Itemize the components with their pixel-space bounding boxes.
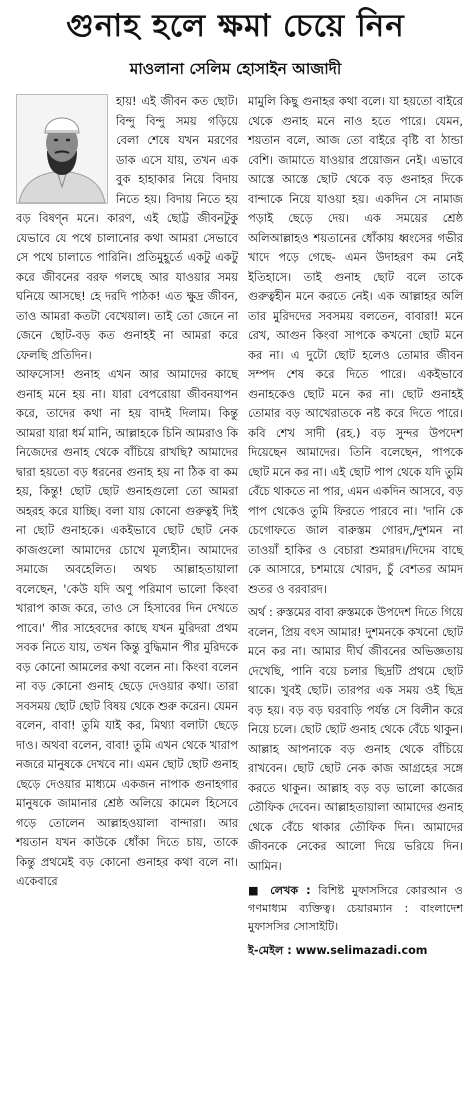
author-name: মাওলানা সেলিম হোসাইন আজাদী bbox=[129, 60, 342, 78]
byline-bullet-icon: ■ bbox=[248, 884, 263, 897]
author-email bbox=[248, 942, 463, 960]
article-headline: গুনাহ হলে ক্ষমা চেয়ে নিন bbox=[66, 8, 405, 44]
article-paragraph: মামুলি কিছু গুনাহর কথা বলে। যা হয়তো বাইরে থেকে গুনাহ মনে নাও হতে পারে। যেমন, শয়তান বলে, আজ তো বাইরে বৃষ্টি বা ঠান্ডা বেশি। জামাতে যাওয়ার প্রয়োজন নেই। এভাবে আস্তে আস্তে ছোট থেকে বড় গুনাহর দিকে বান্দাকে নিয়ে যাওয়া হয়। একদিন সে নামাজ পড়াই ছেড়ে দেয়। এক সময়ের শ্রেষ্ঠ অলিআল্লাহও শয়তানের ধোঁকায় ধ্বংসের গভীর খাদে পড়ে গেছে- এমন উদাহরণ কম নেই ইতিহাসে। তাই গুনাহ ছোট বলে তাকে গুরুত্বহীন মনে করতে নেই। এক আল্লাহর অলি তার মুরিদদের সবসময় বলতেন, বাবারা! মনে রেখ, আগুন কিংবা সাপকে কখনো ছোট মনে কর না। এ দুটো ছোট হলেও তোমার জীবন সম্পদ শেষ করে দিতে পারে। একইভাবে গুনাহকেও ছোট মনে কর না। ছোট গুনাহই তোমার বড় আখেরাতকে নষ্ট করে দিতে পারে। কবি শেখ সাদী (রহ.) বড় সুন্দর উপদেশ দিয়েছেন আমাদের। তিনি বলেছেন, পাপকে ছোট মনে কর না। এই ছোট পাপ থেকে যদি তুমি বেঁচে থাকতে না পার, এমন একদিন আসবে, বড় পাপ থেকেও তুমি ফিরতে পারবে না। 'দানি কে চেগোফতে জাল বারুস্তম গোরদ,/দুশমন না তাওয়াঁ হাকির ও বেচারা শুমারদ।/দিদেম বাছে কে আসারে, চশমায়ে খোরদ, চুঁ বেশতর আমদ শুতর ও বরবারদ। bbox=[248, 94, 463, 596]
article-paragraph: আফসোস! গুনাহ এখন আর আমাদের কাছে গুনাহ মনে হয় না। যারা বেপরোয়া জীবনযাপন করে, তাদের কথা না হয় বাদই দিলাম। কিন্তু আমরা যারা ধর্ম মানি, আল্লাহকে চিনি আমরাও কি নিজেদের গুনাহ থেকে বাঁচিয়ে রাখছি? আমাদের দ্বারা হয়তো বড় ধরনের গুনাহ হয় না ঠিক বা কম হয়, কিন্তু! ছোট ছোট গুনাহগুলো তো আমরা অহরহ করে যাচ্ছি। বলা যায় কোনো গুরুত্বই দিই না ছোট গুনাহকে। একইভাবে ছোট ছোট নেক কাজগুলো আমাদের চোখে মূল্যহীন। আমাদের সমাজে অবহেলিত। অথচ আল্লাহতায়ালা বলেছেন, 'কেউ যদি অণু পরিমাণ ভালো কিংবা খারাপ কাজ করে, তাও সে হিসাবের দিন দেখতে পাবে।' পীর সাহেবদের কাছে যখন মুরিদরা প্রথম সবক নিতে যায়, তখন কিন্তু বুদ্ধিমান পীর মুরিদকে বড় কোনো আমলের কথা বলেন না। কিংবা বলেন না বড় কোনো গুনাহ ছেড়ে দেওয়ার কথা। তারা সবসময় ছোট ছোট বিষয় থেকে শুরু করেন। যেমন বলেন, বাবা! তুমি যাই কর, মিথ্যা বলাটা ছেড়ে দাও। অথবা বলেন, বাবা! তুমি এখন থেকে খারাপ নজরে মানুষকে দেখবে না। এমন ছোট ছোট গুনাহ ছেড়ে দেওয়ার মাধ্যমে একজন নাপাক গুনাহগার মানুষকে জামানার শ্রেষ্ঠ অলিয়ে কামেল হিসেবে গড়ে তোলেন আল্লাহওয়ালা বান্দারা। আর শয়তান যখন কাউকে ধোঁকা দিতে চায়, তাকে কিন্তু প্রথমেই বড় কোনো গুনাহর কথা বলে না। একেবারে bbox=[16, 367, 238, 888]
email-label: ই-মেইল : bbox=[248, 944, 292, 957]
article-paragraph: হায়! এই জীবন কত ছোট। বিন্দু বিন্দু সময় গড়িয়ে বেলা শেষে যখন মরণের ডাক এসে যায়, তখন এক বুক হাহাকার নিয়ে বিদায় নিতে হয়। বিদায় নিতে হয় বড় বিষণ্ন মনে। কারণ, এই ছোট্ট জীবনটুকু যেভাবে যে পথে চালানোর কথা আমরা সেভাবে সে পথে চালাতে পারিনি। প্রতিমুহূর্তে একটু একটু করে জীবনের বরফ গলছে আর যাওয়ার সময় ঘনিয়ে আসছে! হে দরদি পাঠক! এত ক্ষুদ্র জীবন, তাও আমরা কতটা বেখেয়াল। তাই তো জেনে না জেনে ছোট-বড় কত গুনাহই না আমরা করে ফেলছি প্রতিদিন। bbox=[16, 94, 238, 362]
article-column-left bbox=[16, 92, 238, 892]
email-link[interactable]: www.selimazadi.com bbox=[295, 944, 428, 957]
author-portrait-icon bbox=[17, 95, 107, 203]
byline-label: লেখক : bbox=[270, 884, 311, 897]
article-paragraph: অর্থ : রুস্তমের বাবা রুস্তমকে উপদেশ দিতে গিয়ে বলেন, প্রিয় বৎস আমার! দুশমনকে কখনো ছোট মনে কর না। আমার দীর্ঘ জীবনের অভিজ্ঞতায় দেখেছি, পানি বয়ে চলার ছিদ্রটি প্রথমে ছোট থাকে। খুবই ছোট। তারপর এক সময় ওই ছিদ্র বড় হয়। বড় বড় ঘরবাড়ি পর্যন্ত সে বিলীন করে নিয়ে চলে। ছোট ছোট গুনাহ থেকে বেঁচে থাকুন। আল্লাহ আপনাকে বড় গুনাহ থেকে বাঁচিয়ে রাখবেন। ছোট ছোট নেক কাজ আগ্রহের সঙ্গে করতে থাকুন। আল্লাহ বড় বড় ভালো কাজের তৌফিক দেবেন। আল্লাহতায়ালা আমাদের গুনাহ থেকে বেঁচে থাকার তৌফিক দিন। আমাদের জীবনকে নেকের আলো দিয়ে ভরিয়ে দিন। আমিন। bbox=[248, 605, 463, 873]
author-photo bbox=[16, 94, 108, 204]
author-byline bbox=[248, 882, 463, 936]
article-column-right bbox=[248, 92, 463, 960]
byline-text: বিশিষ্ট মুফাসসিরে কোরআন ও গণমাধ্যম ব্যক্তিত্ব। চেয়ারম্যান : বাংলাদেশ মুফাসসির সোসাইটি। bbox=[248, 884, 463, 933]
